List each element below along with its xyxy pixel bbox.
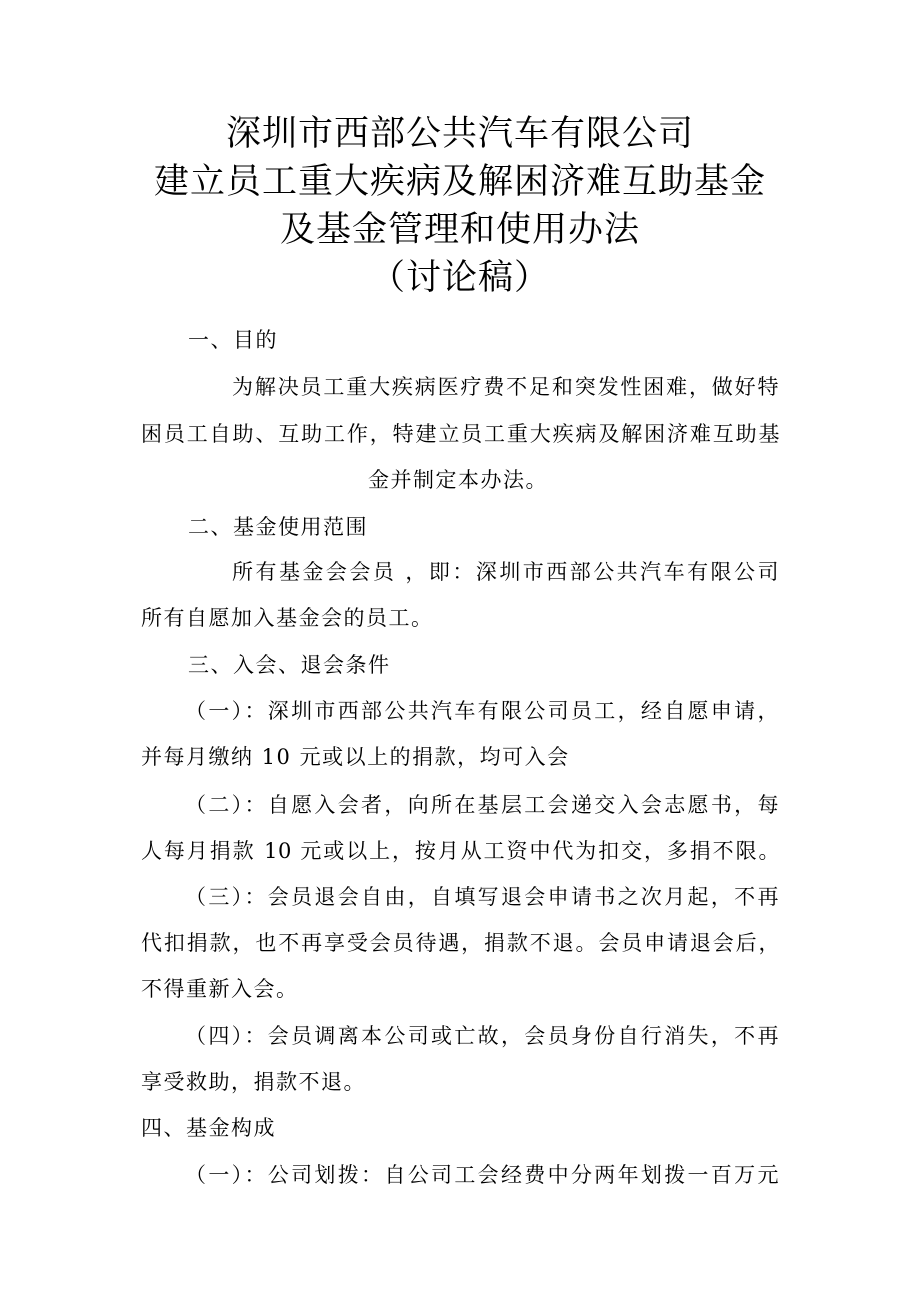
clause-line: （四）：会员调离本公司或亡故，会员身份自行消失，不再 [185, 1024, 780, 1048]
clause-line: （三）：会员退会自由，自填写退会申请书之次月起，不再 [185, 885, 780, 909]
clause-line: 不得重新入会。 [141, 977, 299, 1001]
title-line-2: 建立员工重大疾病及解困济难互助基金 [153, 162, 766, 202]
clause-line: 人每月捐款 10 元或以上，按月从工资中代为扣交，多捐不限。 [141, 839, 780, 863]
section-heading-membership: 三、入会、退会条件 [188, 653, 391, 677]
section-heading-purpose: 一、目的 [188, 328, 278, 352]
paragraph-line: 所有自愿加入基金会的员工。 [141, 606, 434, 630]
clause-line: 代扣捐款，也不再享受会员待遇，捐款不退。会员申请退会后， [141, 931, 780, 955]
clause-line: 并每月缴纳 10 元或以上的捐款，均可入会 [141, 745, 570, 769]
paragraph-line: 金并制定本办法。 [368, 468, 548, 492]
clause-line: （二）：自愿入会者，向所在基层工会递交入会志愿书，每 [185, 793, 780, 817]
clause-line: （一）：公司划拨：自公司工会经费中分两年划拨一百万元 [185, 1163, 780, 1187]
clause-line: （一）：深圳市西部公共汽车有限公司员工，经自愿申请， [185, 699, 780, 723]
title-line-3: 及基金管理和使用办法 [279, 210, 640, 250]
clause-line: 享受救助，捐款不退。 [141, 1070, 366, 1094]
paragraph-line: 为解决员工重大疾病医疗费不足和突发性困难，做好特 [232, 375, 780, 399]
paragraph-line: 困员工自助、互助工作，特建立员工重大疾病及解困济难互助基 [141, 422, 780, 446]
title-line-1: 深圳市西部公共汽车有限公司 [225, 114, 694, 154]
section-heading-scope: 二、基金使用范围 [188, 515, 368, 539]
paragraph-line: 所有基金会会员 ，即：深圳市西部公共汽车有限公司 [232, 560, 780, 584]
section-heading-fund-composition: 四、基金构成 [141, 1116, 276, 1140]
title-line-4: （讨论稿） [369, 258, 550, 298]
